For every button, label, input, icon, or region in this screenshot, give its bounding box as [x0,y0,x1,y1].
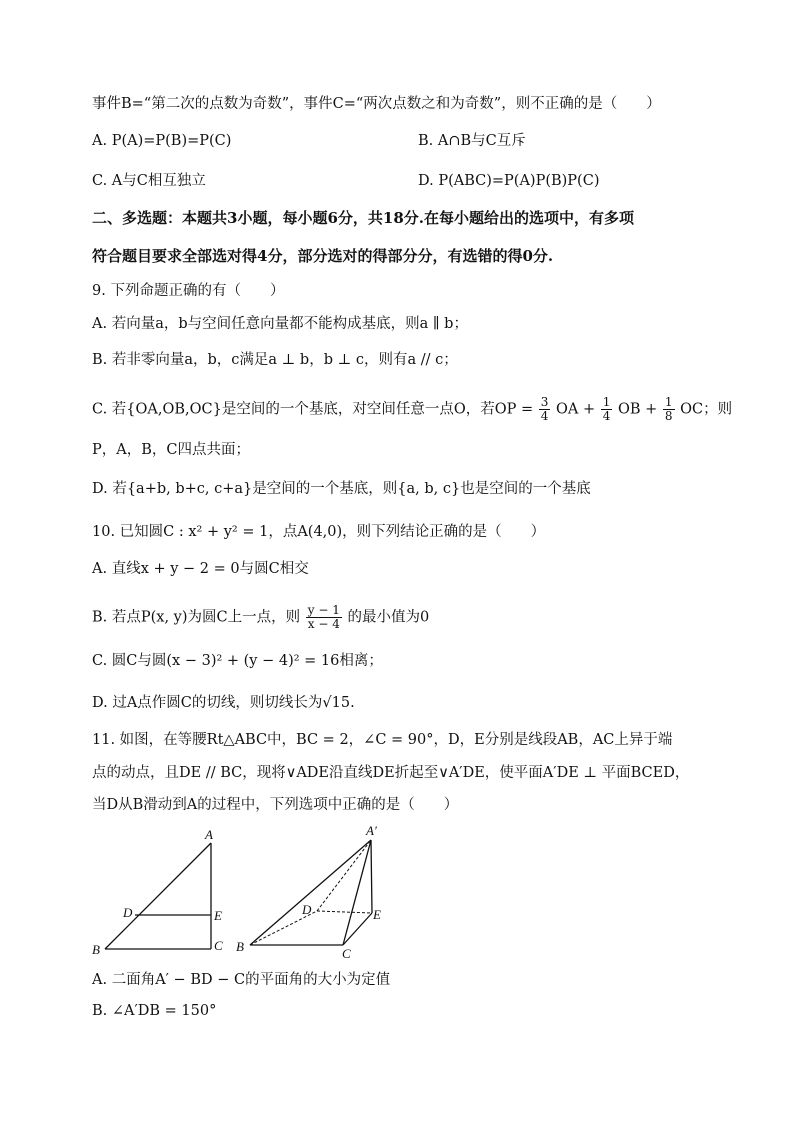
section-heading-line2: 符合题目要求全部选对得4分，部分选对的得部分分，有选错的得0分. [92,247,554,265]
label-e: E [373,907,381,922]
fraction: $\frac{1}{4}$ [602,395,611,423]
fraction: $\frac{y - 1}{x - 4}$ [307,603,340,631]
q11-stem-line2: 点的动点，且DE // BC，现将∨ADE沿直线DE折起至∨A′DE，使平面A′DE ⊥ 平面BCED， [92,765,690,781]
fraction: $\frac{3}{4}$ [540,395,549,423]
label-b: B [236,939,244,954]
q9-option-d: D. 若{a+b, b+c, c+a}是空间的一个基底，则{a, b, c}也是空间的一个基底 [92,481,591,497]
figure-flat-triangle [90,826,240,958]
label-c: C [214,938,223,953]
q11-option-a: A. 二面角A′ − BD − C的平面角的大小为定值 [92,972,391,988]
q11-stem-line3: 当D从B滑动到A的过程中，下列选项中正确的是（ ） [92,797,459,813]
q10-option-b [92,604,429,631]
section-heading-line1: 二、多选题：本题共3小题，每小题6分，共18分.在每小题给出的选项中，有多项 [92,209,634,227]
q10-option-a: A. 直线x + y − 2 = 0与圆C相交 [92,561,309,577]
q10-option-d: D. 过A点作圆C的切线，则切线长为√15. [92,695,355,711]
q11-stem-line1: 11. 如图，在等腰Rt△ABC中，BC = 2，∠C = 90°，D，E分别是线段AB，AC上异于端 [92,732,673,748]
segment-ab [105,843,211,949]
q10-option-c: C. 圆C与圆(x − 3)² + (y − 4)² = 16相离； [92,653,383,669]
label-d: D [123,905,133,920]
q8-stem: 事件B=“第二次的点数为奇数”，事件C=“两次点数之和为奇数”，则不正确的是（ ） [92,96,661,112]
figure-folded-triangle [232,818,392,963]
q9-option-a: A. 若向量a，b与空间任意向量都不能构成基底，则a ∥ b； [92,316,468,332]
q9-option-c-cont: P，A，B，C四点共面； [92,442,250,458]
label-b: B [92,942,100,957]
q9-c-term3: OC；则 [680,401,733,418]
q10-b-post: 的最小值为0 [347,609,430,626]
segment-ba [250,840,371,945]
q10-b-pre: B. 若点P(x, y)为圆C上一点，则 [92,609,301,626]
q9-stem: 9. 下列命题正确的有（ ） [92,283,285,299]
fraction: $\frac{1}{8}$ [664,395,673,423]
label-c: C [342,946,351,961]
q11-option-b: B. ∠A′DB = 150° [92,1003,217,1019]
segment-ea [371,840,372,913]
q10-stem: 10. 已知圆C : x² + y² = 1，点A(4,0)，则下列结论正确的是（ ） [92,524,546,540]
q9-c-term1: OA + [556,401,596,418]
q8-option-b: B. A∩B与C互斥 [418,133,526,149]
q9-c-term2: OB + [617,401,658,418]
q9-c-pre: C. 若{OA,OB,OC}是空间的一个基底，对空间任意一点O，若OP = [92,401,534,418]
q8-option-c: C. A与C相互独立 [92,173,206,189]
label-d: D [302,902,312,917]
label-e: E [214,908,222,923]
label-a-prime: A′ [366,823,377,838]
q9-option-c [92,396,732,423]
q8-option-a: A. P(A)=P(B)=P(C) [92,133,232,149]
label-a: A [205,827,213,842]
q9-option-b: B. 若非零向量a，b，c满足a ⊥ b，b ⊥ c，则有a // c； [92,352,458,368]
q8-option-d: D. P(ABC)=P(A)P(B)P(C) [418,173,600,189]
segment-de-dashed [317,911,372,913]
segment-da-dashed [317,840,371,911]
